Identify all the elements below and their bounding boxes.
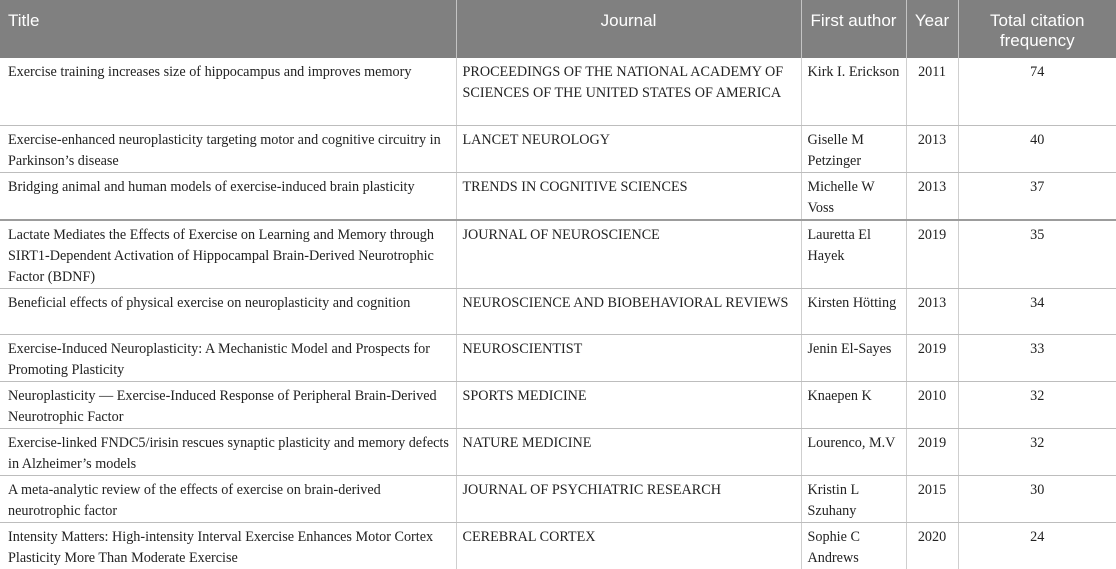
cell-year: 2015 bbox=[906, 475, 958, 522]
cell-journal: JOURNAL OF NEUROSCIENCE bbox=[456, 220, 801, 289]
cell-citations: 32 bbox=[958, 381, 1116, 428]
table-header bbox=[0, 0, 1116, 58]
cell-title: Exercise-linked FNDC5/irisin rescues synaptic plasticity and memory defects in Alzheimer’s models bbox=[0, 428, 456, 475]
cell-journal: NEUROSCIENCE AND BIOBEHAVIORAL REVIEWS bbox=[456, 288, 801, 334]
cell-journal: CEREBRAL CORTEX bbox=[456, 522, 801, 569]
cell-year: 2019 bbox=[906, 334, 958, 381]
cell-journal: NATURE MEDICINE bbox=[456, 428, 801, 475]
cell-citations: 37 bbox=[958, 172, 1116, 220]
table-row bbox=[0, 125, 1116, 172]
cell-first-author: Kirsten Hötting bbox=[801, 288, 906, 334]
cell-first-author: Lauretta El Hayek bbox=[801, 220, 906, 289]
table-row bbox=[0, 381, 1116, 428]
cell-first-author: Lourenco, M.V bbox=[801, 428, 906, 475]
cell-first-author: Kristin L Szuhany bbox=[801, 475, 906, 522]
table-row bbox=[0, 334, 1116, 381]
table-row bbox=[0, 522, 1116, 569]
cell-citations: 35 bbox=[958, 220, 1116, 289]
header-year: Year bbox=[906, 0, 958, 58]
cell-journal: TRENDS IN COGNITIVE SCIENCES bbox=[456, 172, 801, 220]
cell-first-author: Jenin El-Sayes bbox=[801, 334, 906, 381]
cell-journal: NEUROSCIENTIST bbox=[456, 334, 801, 381]
cell-title: Exercise-enhanced neuroplasticity targeting motor and cognitive circuitry in Parkinson’s disease bbox=[0, 125, 456, 172]
cell-journal: JOURNAL OF PSYCHIATRIC RESEARCH bbox=[456, 475, 801, 522]
table-row bbox=[0, 428, 1116, 475]
cell-title: Intensity Matters: High-intensity Interval Exercise Enhances Motor Cortex Plasticity More Than Moderate Exercise bbox=[0, 522, 456, 569]
cell-journal: PROCEEDINGS OF THE NATIONAL ACADEMY OF SCIENCES OF THE UNITED STATES OF AMERICA bbox=[456, 58, 801, 125]
cell-year: 2020 bbox=[906, 522, 958, 569]
cell-title: Beneficial effects of physical exercise on neuroplasticity and cognition bbox=[0, 288, 456, 334]
cell-citations: 40 bbox=[958, 125, 1116, 172]
table-row bbox=[0, 475, 1116, 522]
cell-year: 2010 bbox=[906, 381, 958, 428]
cell-citations: 34 bbox=[958, 288, 1116, 334]
cell-year: 2013 bbox=[906, 125, 958, 172]
table-row bbox=[0, 288, 1116, 334]
cell-journal: LANCET NEUROLOGY bbox=[456, 125, 801, 172]
header-first-author: First author bbox=[801, 0, 906, 58]
cell-first-author: Sophie C Andrews bbox=[801, 522, 906, 569]
cell-title: Neuroplasticity — Exercise-Induced Response of Peripheral Brain-Derived Neurotrophic Factor bbox=[0, 381, 456, 428]
cell-year: 2019 bbox=[906, 428, 958, 475]
cell-title: Exercise training increases size of hippocampus and improves memory bbox=[0, 58, 456, 125]
header-title: Title bbox=[0, 0, 456, 58]
cell-year: 2013 bbox=[906, 288, 958, 334]
header-journal: Journal bbox=[456, 0, 801, 58]
cell-year: 2013 bbox=[906, 172, 958, 220]
cell-title: A meta-analytic review of the effects of exercise on brain-derived neurotrophic factor bbox=[0, 475, 456, 522]
header-total-citation-frequency: Total citation frequency bbox=[958, 0, 1116, 58]
cell-title: Lactate Mediates the Effects of Exercise on Learning and Memory through SIRT1-Dependent Activation of Hippocampal Brain-Derived Neurotrophic Factor (BDNF) bbox=[0, 220, 456, 289]
cell-citations: 74 bbox=[958, 58, 1116, 125]
cell-year: 2019 bbox=[906, 220, 958, 289]
cell-first-author: Kirk I. Erickson bbox=[801, 58, 906, 125]
cell-title: Exercise-Induced Neuroplasticity: A Mechanistic Model and Prospects for Promoting Plasticity bbox=[0, 334, 456, 381]
cell-journal: SPORTS MEDICINE bbox=[456, 381, 801, 428]
cell-citations: 32 bbox=[958, 428, 1116, 475]
table-row bbox=[0, 220, 1116, 289]
cell-citations: 33 bbox=[958, 334, 1116, 381]
cell-citations: 30 bbox=[958, 475, 1116, 522]
table-row bbox=[0, 58, 1116, 125]
cell-year: 2011 bbox=[906, 58, 958, 125]
cell-first-author: Michelle W Voss bbox=[801, 172, 906, 220]
cell-citations: 24 bbox=[1030, 528, 1045, 545]
cell-first-author: Giselle M Petzinger bbox=[801, 125, 906, 172]
table-row bbox=[0, 172, 1116, 220]
cell-first-author: Knaepen K bbox=[801, 381, 906, 428]
cell-title: Bridging animal and human models of exercise-induced brain plasticity bbox=[0, 172, 456, 220]
